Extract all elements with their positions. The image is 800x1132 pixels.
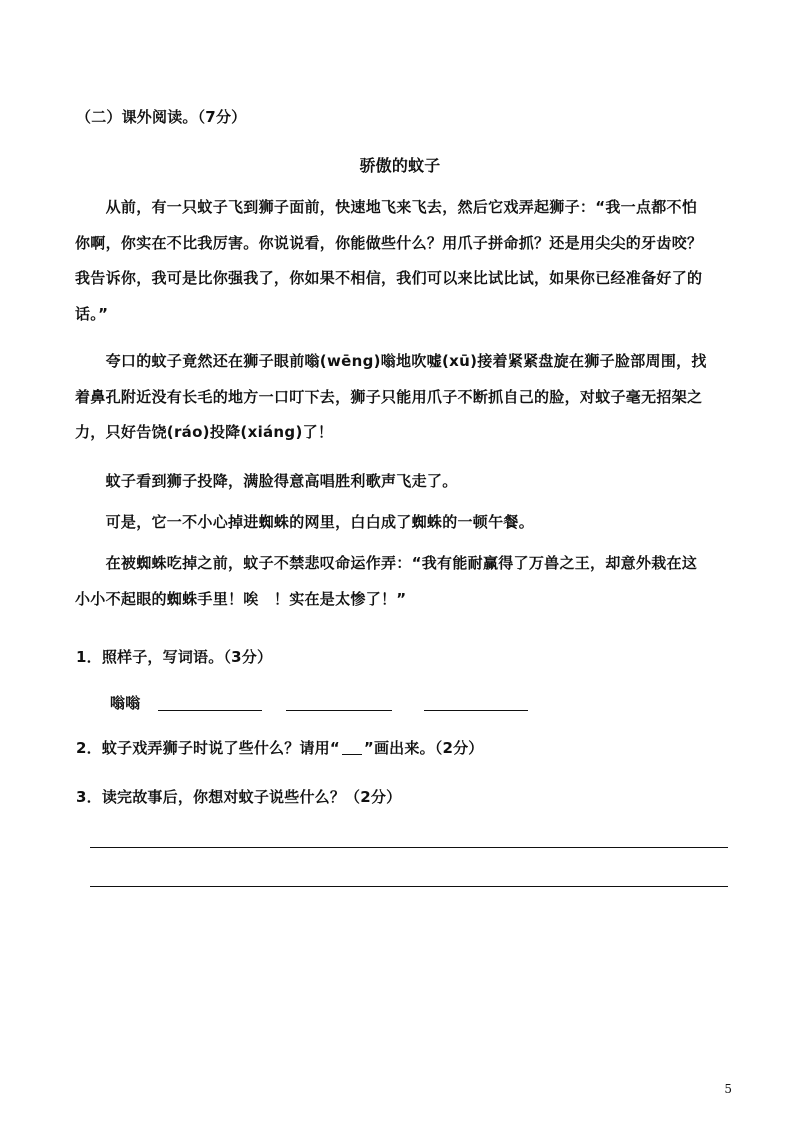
answer-line-1[interactable] (90, 847, 728, 848)
paragraph-line: 你啊，你实在不比我厉害。你说说看，你能做些什么？用爪子拼命抓？还是用尖尖的牙齿咬？ (75, 233, 703, 252)
paragraph-line: 着鼻孔附近没有长毛的地方一口叮下去，狮子只能用爪子不断抓自己的脸，对蚊子毫无招架之 (75, 387, 703, 406)
underline-symbol (342, 754, 362, 755)
answer-blank-2[interactable] (286, 710, 392, 711)
question-2 (76, 737, 484, 758)
story-paragraph-2 (75, 344, 740, 451)
question-2-text-after: ”画出来。（2分） (363, 739, 484, 757)
story-paragraph-4 (75, 505, 740, 541)
paragraph-line: 夸口的蚊子竟然还在狮子眼前嗡(wēng)嗡地吹嘘(xū)接着紧紧盘旋在狮子脸部周围，找 (75, 352, 707, 370)
paragraph-line: 从前，有一只蚊子飞到狮子面前，快速地飞来飞去，然后它戏弄起狮子：“我一点都不怕 (75, 198, 698, 216)
paragraph-line: 我告诉你，我可是比你强我了，你如果不相信，我们可以来比试比试，如果你已经准备好了的 (75, 269, 703, 287)
paragraph-line: 话。” (75, 304, 109, 323)
section-heading: （二）课外阅读。（7分） (76, 108, 247, 126)
paragraph-line: 可是，它一不小心掉进蜘蛛的网里，白白成了蜘蛛的一顿午餐。 (75, 513, 535, 531)
paragraph-line: 在被蜘蛛吃掉之前，蚊子不禁悲叹命运作弄：“我有能耐赢得了万兽之王，却意外栽在这 (75, 554, 698, 572)
question-1: 1．照样子，写词语。（3分） (76, 648, 273, 666)
answer-blank-3[interactable] (424, 710, 528, 711)
story-paragraph-3 (75, 464, 740, 500)
story-paragraph-1 (75, 190, 740, 332)
story-title: 骄傲的蚊子 (359, 156, 441, 175)
question-1-example-word: 嗡嗡 (110, 694, 141, 712)
question-2-text-before: 2．蚊子戏弄狮子时说了些什么？请用“ (76, 739, 340, 757)
page-number: 5 (724, 1082, 732, 1096)
answer-line-2[interactable] (90, 886, 728, 887)
paragraph-line: 蚊子看到狮子投降，满脸得意高唱胜利歌声飞走了。 (75, 472, 458, 490)
paragraph-line: 小小不起眼的蜘蛛手里！唉 ！实在是太惨了！” (75, 589, 407, 608)
answer-blank-1[interactable] (158, 710, 262, 711)
story-paragraph-5 (75, 546, 740, 617)
paragraph-line: 力，只好告饶(ráo)投降(xiáng)了！ (75, 423, 334, 441)
question-3: 3．读完故事后，你想对蚊子说些什么？（2分） (76, 788, 402, 806)
